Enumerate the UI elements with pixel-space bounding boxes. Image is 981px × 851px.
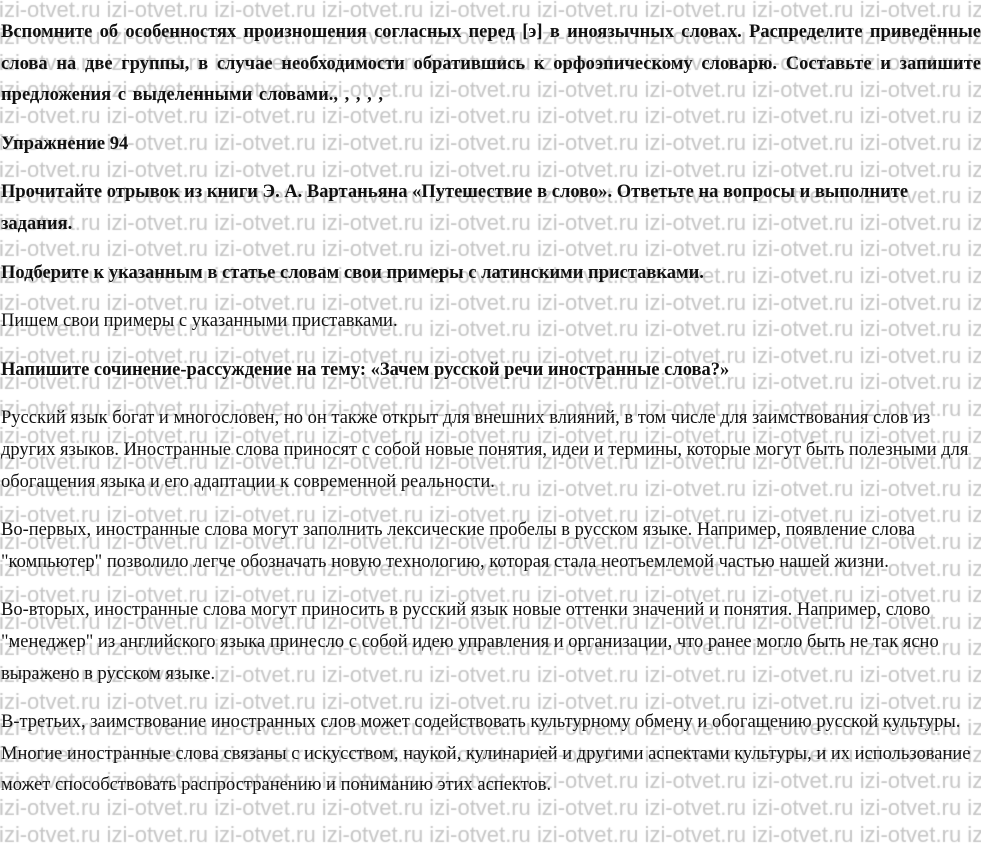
essay-paragraph-2: Во-первых, иностранные слова могут заполнить лексические пробелы в русском языке. Например, появление слова "компьютер" позволило легче обозначать новую технологию, которая стала неотъемлемой частью нашей жизни.	[1, 520, 915, 572]
task-essay: Напишите сочинение-рассуждение на тему: «Зачем русской речи иностранные слова?»	[1, 359, 730, 380]
task-intro: Вспомните об особенностях произношения согласных перед [э] в иноязычных словах. Распределите приведённые слова на две группы, в случае необходимости обратившись к орфоэпическому словарю. Составьте и запишите предложения с выделенными словами., , , , ,	[1, 22, 981, 106]
answer-examples: Пишем свои примеры с указанными приставками.	[1, 311, 398, 332]
essay-paragraph-4: В-третьих, заимствование иностранных слов может содействовать культурному обмену и обогащению русской культуры. Многие иностранные слова связаны с искусством, наукой, кулинарией и другими аспектами культуры, и их использование может способствовать распространению и пониманию этих аспектов.	[1, 712, 971, 796]
task-read: Прочитайте отрывок из книги Э. А. Вартаньяна «Путешествие в слово». Ответьте на вопросы и выполните задания.	[1, 182, 909, 234]
task-examples: Подберите к указанным в статье словам свои примеры с латинскими приставками.	[1, 262, 704, 283]
exercise-title: Упражнение 94	[1, 133, 129, 154]
essay-paragraph-1: Русский язык богат и многословен, но он также открыт для внешних влияний, в том числе для заимствования слов из других языков. Иностранные слова приносят с собой новые понятия, идеи и термины, которые могут быть полезными для обогащения языка и его адаптации к современной реальности.	[1, 408, 969, 492]
essay-paragraph-3: Во-вторых, иностранные слова могут приносить в русский язык новые оттенки значений и понятия. Например, слово "менеджер" из английского языка принесло с собой идею управления и организации, что ранее могло быть не так ясно выражено в русском языке.	[1, 600, 939, 684]
document-body	[1, 17, 981, 819]
